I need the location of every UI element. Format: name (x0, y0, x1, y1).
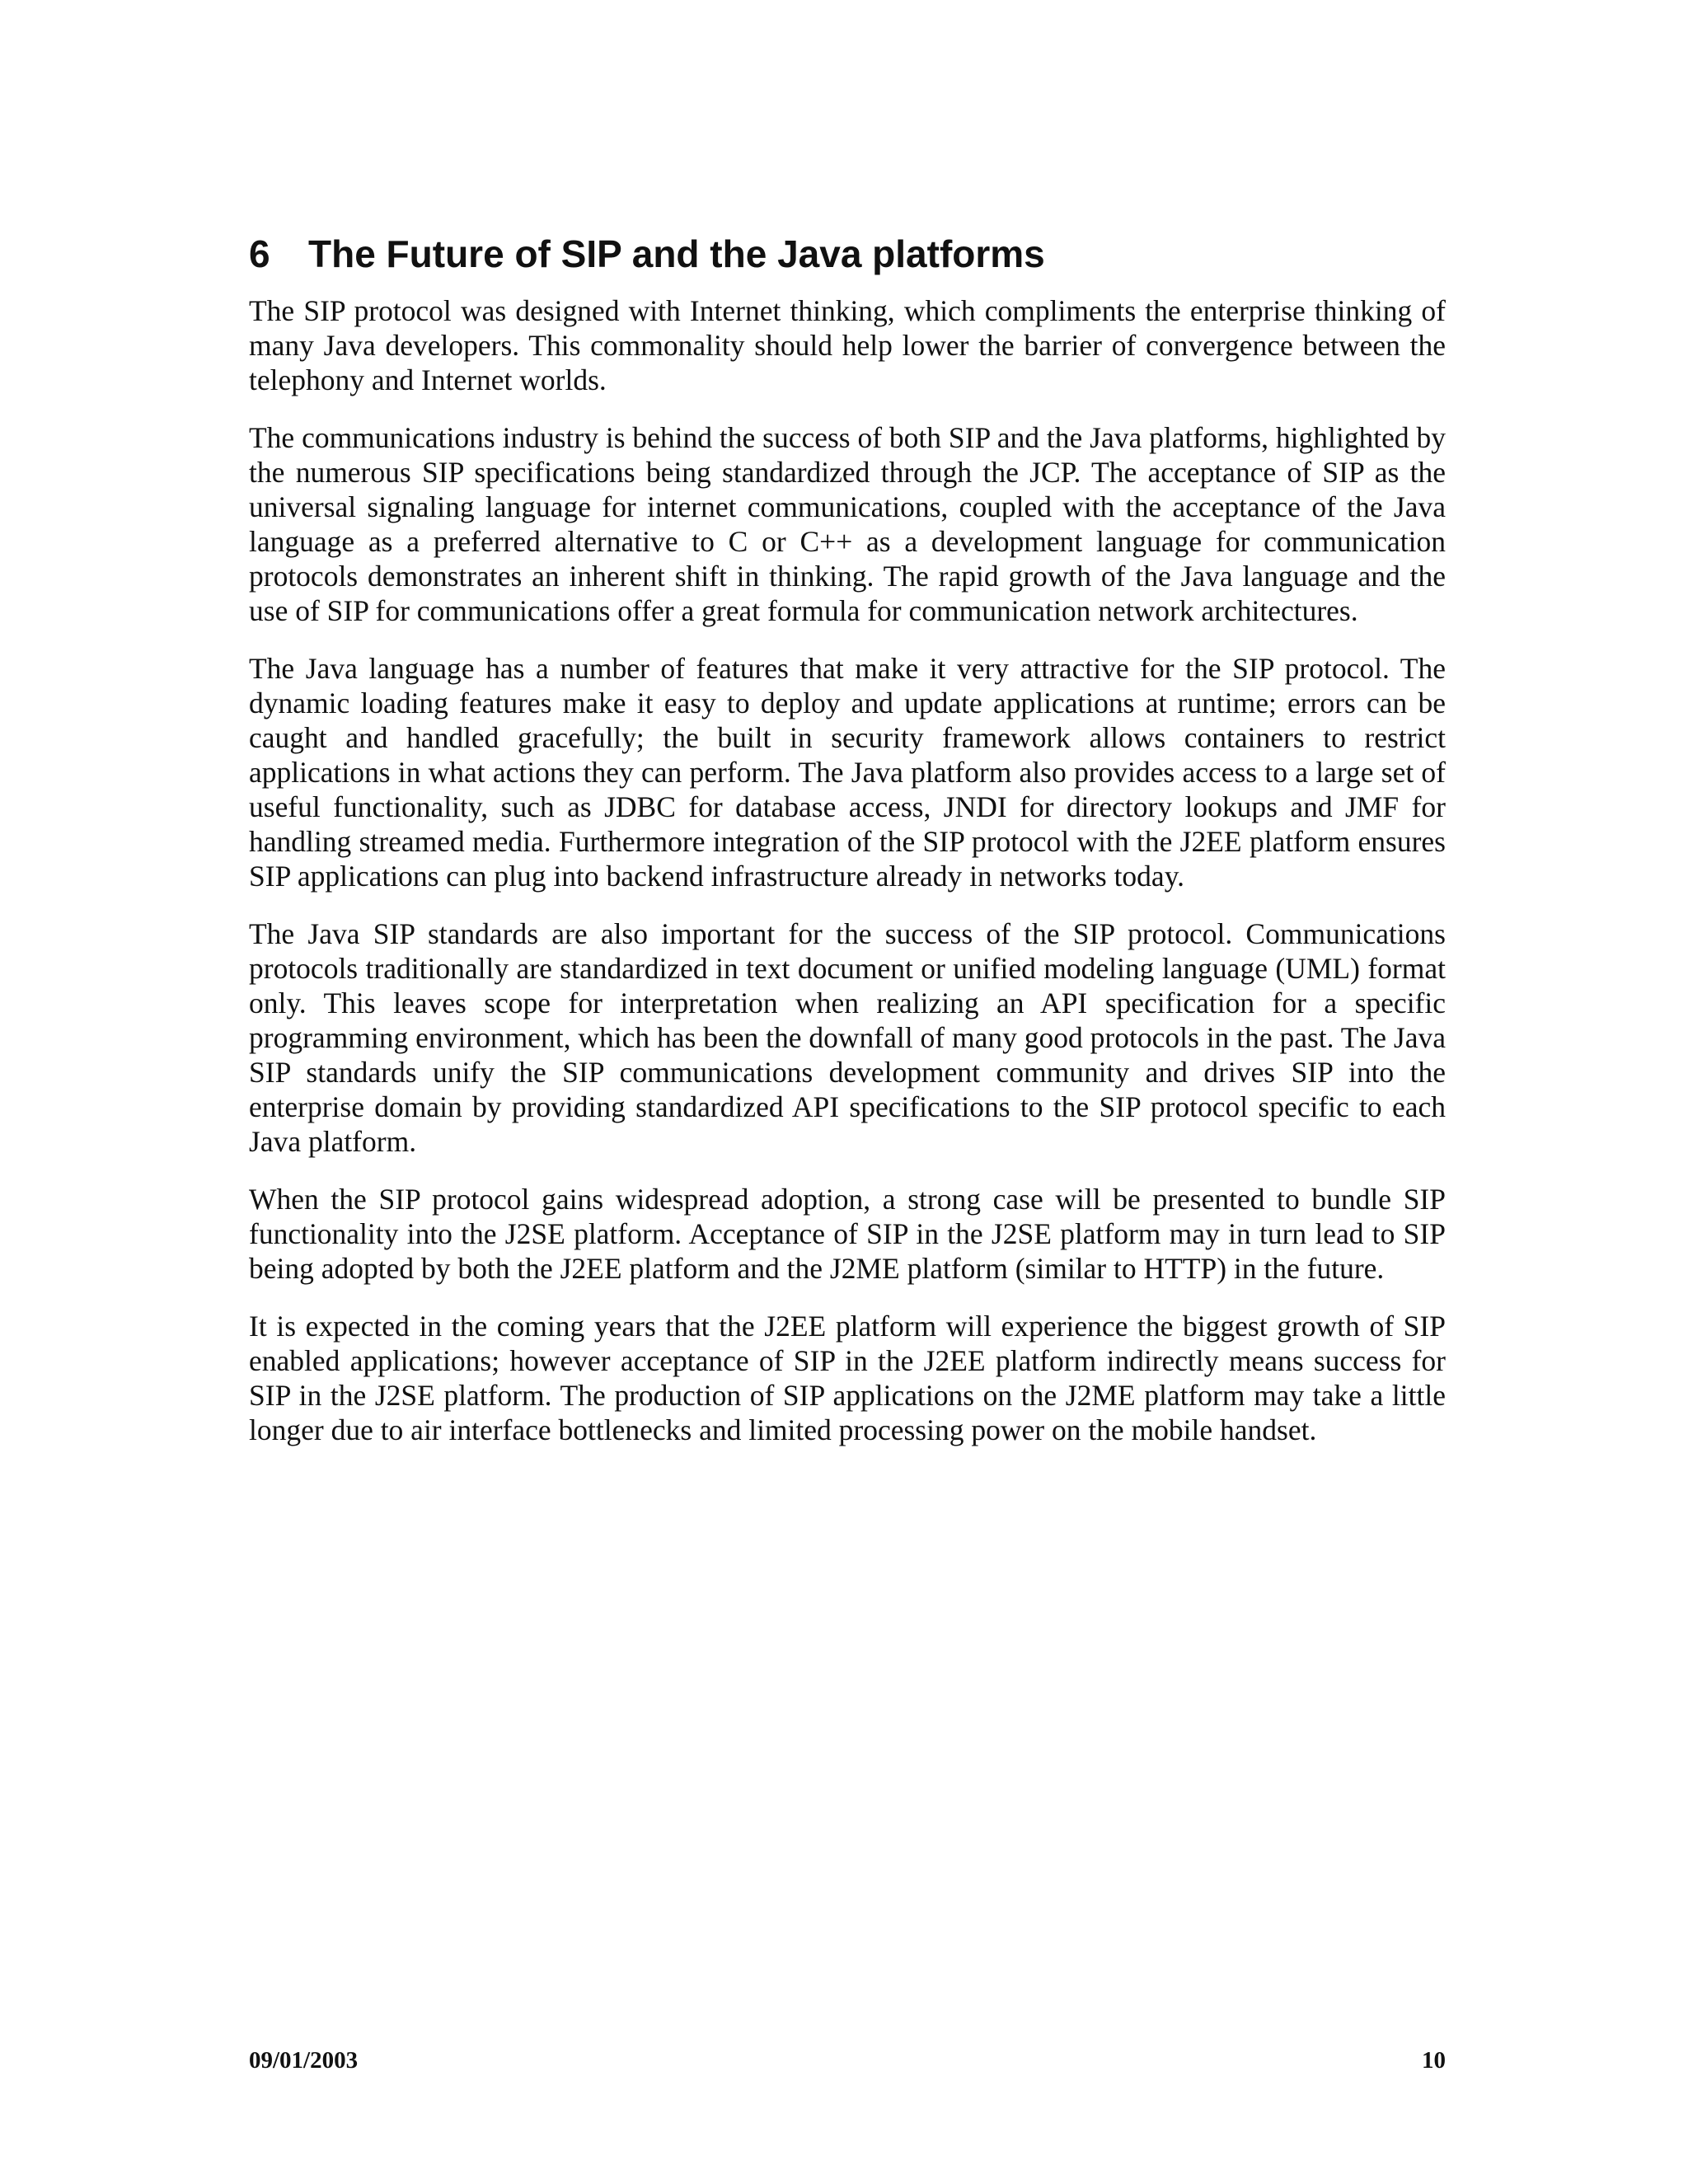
paragraph: The SIP protocol was designed with Internet thinking, which compliments the enterprise thinking of many Java developers. This commonality should help lower the barrier of convergence between the telephony and Internet worlds. (249, 294, 1446, 396)
page-number: 10 (1422, 2047, 1446, 2074)
page-footer (249, 2046, 1446, 2075)
footer-date: 09/01/2003 (249, 2047, 359, 2074)
page-content (249, 229, 1446, 1470)
paragraph: The communications industry is behind the success of both SIP and the Java platforms, highlighted by the numerous SIP specifications being standardized through the JCP. The acceptance of SIP as the universal signaling language for internet communications, coupled with the acceptance of the Java language as a preferred alternative to C or C++ as a development language for communication protocols demonstrates an inherent shift in thinking. The rapid growth of the Java language and the use of SIP for communications offer a great formula for communication network architectures. (249, 421, 1446, 627)
paragraph: The Java SIP standards are also important for the success of the SIP protocol. Communications protocols traditionally are standardized in text document or unified modeling language (UML) format only. This leaves scope for interpretation when realizing an API specification for a specific programming environment, which has been the downfall of many good protocols in the past. The Java SIP standards unify the SIP communications development community and drives SIP into the enterprise domain by providing standardized API specifications to the SIP protocol specific to each Java platform. (249, 917, 1446, 1158)
section-number: 6 (249, 232, 270, 275)
paragraph: The Java language has a number of features that make it very attractive for the SIP protocol. The dynamic loading features make it easy to deploy and update applications at runtime; errors can be caught and handled gracefully; the built in security framework allows containers to restrict applications in what actions they can perform. The Java platform also provides access to a large set of useful functionality, such as JDBC for database access, JNDI for directory lookups and JMF for handling streamed media. Furthermore integration of the SIP protocol with the J2EE platform ensures SIP applications can plug into backend infrastructure already in networks today. (249, 652, 1446, 893)
paragraph: It is expected in the coming years that the J2EE platform will experience the biggest growth of SIP enabled applications; however acceptance of SIP in the J2EE platform indirectly means success for SIP in the J2SE platform. The production of SIP applications on the J2ME platform may take a little longer due to air interface bottlenecks and limited processing power on the mobile handset. (249, 1310, 1446, 1446)
section-heading (249, 229, 1446, 279)
section-title: The Future of SIP and the Java platforms (308, 232, 1045, 275)
paragraph: When the SIP protocol gains widespread adoption, a strong case will be presented to bundle SIP functionality into the J2SE platform. Acceptance of SIP in the J2SE platform may in turn lead to SIP being adopted by both the J2EE platform and the J2ME platform (similar to HTTP) in the future. (249, 1183, 1446, 1285)
